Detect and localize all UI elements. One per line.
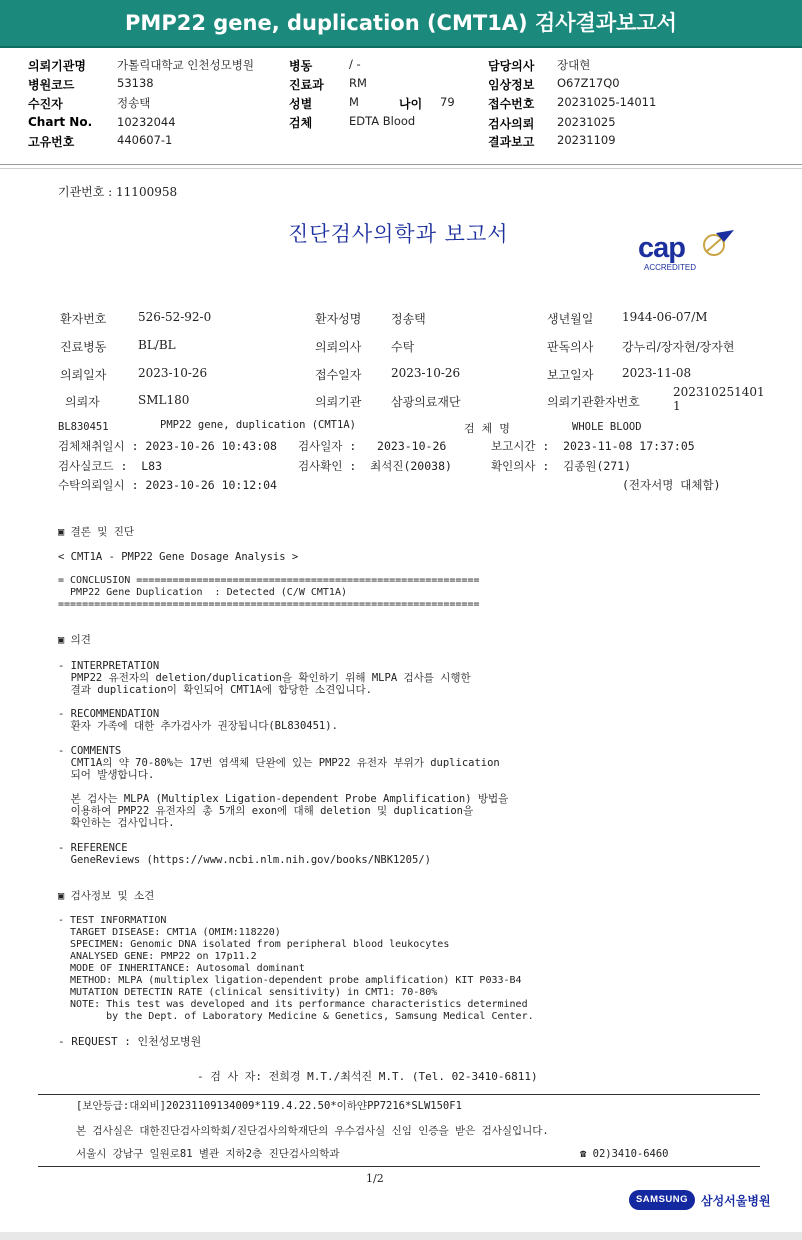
- meta-report-time: 보고시간 : 2023-11-08 17:37:05: [491, 439, 695, 453]
- test-code: BL830451: [58, 421, 109, 433]
- header-value-department: RM: [349, 76, 367, 90]
- header-label-receipt-no: 접수번호: [488, 97, 535, 111]
- header-value-ward: / -: [349, 57, 361, 71]
- interpretation-block: [58, 660, 471, 696]
- comments-block: [58, 745, 500, 781]
- grid-label-patient-name: 환자성명: [315, 312, 362, 326]
- specimen-value: WHOLE BLOOD: [572, 421, 642, 433]
- header-label-patient: 수진자: [28, 97, 63, 111]
- meta-confirming-doctor: 확인의사 : 김종원(271): [491, 459, 632, 473]
- institution-number: 기관번호 : 11100958: [58, 185, 178, 199]
- comments-line: 되어 발생합니다.: [58, 769, 155, 781]
- comments-line: CMT1A의 약 70-80%는 17번 염색체 단완에 있는 PMP22 유전자 부위가 duplication: [58, 757, 500, 769]
- test-info-line: by the Dept. of Laboratory Medicine & Genetics, Samsung Medical Center.: [58, 1011, 534, 1022]
- meta-lab-code: 검사실코드 : L83: [58, 459, 163, 473]
- header-label-department: 진료과: [289, 78, 324, 92]
- comments-line: - COMMENTS: [58, 745, 122, 757]
- reference-line: GeneReviews (https://www.ncbi.nlm.nih.gov/books/NBK1205/): [58, 854, 431, 866]
- test-info-line: METHOD: MLPA (multiplex ligation-dependent probe amplification) KIT P033-B4: [58, 975, 522, 986]
- header-divider-2: [0, 168, 802, 169]
- header-label-doctor: 담당의사: [488, 59, 535, 73]
- method-block: [58, 793, 508, 829]
- grid-label-receipt-date: 접수일자: [315, 368, 362, 382]
- interpretation-line: PMP22 유전자의 deletion/duplication을 확인하기 위해 MLPA 검사를 시행한: [58, 672, 471, 684]
- grid-label-report-date: 보고일자: [547, 368, 594, 382]
- recommendation-block: [58, 708, 338, 732]
- test-info-line: TARGET DISEASE: CMT1A (OMIM:118220): [58, 927, 281, 938]
- grid-value-request-date: 2023-10-26: [138, 366, 208, 380]
- recommendation-line: 환자 가족에 대한 추가검사가 권장됩니다(BL830451).: [58, 720, 338, 732]
- header-label-sex: 성별: [289, 97, 313, 111]
- header-value-age: 79: [440, 95, 455, 109]
- header-label-institution: 의뢰기관명: [28, 59, 86, 73]
- grid-label-requesting-doctor: 의뢰의사: [315, 340, 362, 354]
- cap-accredited-logo: [636, 228, 736, 276]
- grid-label-reading-doctor: 판독의사: [547, 340, 594, 354]
- header-value-unique-no: 440607-1: [117, 133, 173, 147]
- security-line: [보안등급:대외비]20231109134009*119.4.22.50*이하얀PP7216*SLW150F1: [76, 1100, 462, 1112]
- header-value-sex: M: [349, 95, 359, 109]
- footer-divider: [38, 1094, 760, 1095]
- header-value-chart-no: 10232044: [117, 115, 176, 129]
- grid-label-requester: 의뢰자: [65, 395, 100, 409]
- header-value-institution: 가톨릭대학교 인천성모병원: [117, 58, 254, 72]
- method-line: 확인하는 검사입니다.: [58, 817, 175, 829]
- grid-label-patient-no: 환자번호: [60, 312, 107, 326]
- test-info-line: NOTE: This test was developed and its performance characteristics determined: [58, 999, 528, 1010]
- request-line: - REQUEST : 인천성모병원: [58, 1035, 202, 1048]
- page-number: 1/2: [366, 1172, 384, 1185]
- test-info-line: MUTATION DETECTIN RATE (clinical sensitivity) in CMT1: 70-80%: [58, 987, 438, 998]
- method-line: 본 검사는 MLPA (Multiplex Ligation-dependent Probe Amplification) 방법을: [58, 793, 509, 805]
- grid-value-birth: 1944-06-07/M: [622, 310, 708, 324]
- header-label-clinical-info: 임상정보: [488, 78, 535, 92]
- conclusion-line: ======================================================================: [58, 599, 480, 610]
- meta-e-signature: (전자서명 대체함): [622, 478, 721, 492]
- hospital-name: 삼성서울병원: [701, 1194, 771, 1208]
- header-value-clinical-info: O67Z17Q0: [557, 76, 620, 90]
- header-label-ward: 병동: [289, 59, 313, 73]
- header-divider: [0, 164, 802, 165]
- recommendation-line: - RECOMMENDATION: [58, 708, 160, 720]
- cap-logo-main: cap: [638, 232, 685, 264]
- grid-value-reading-doctor: 강누리/장자현/장자현: [622, 340, 735, 354]
- reference-line: - REFERENCE: [58, 842, 128, 854]
- grid-value-report-date: 2023-11-08: [622, 366, 692, 380]
- test-info-line: SPECIMEN: Genomic DNA isolated from peripheral blood leukocytes: [58, 939, 450, 950]
- header-label-report-date: 결과보고: [488, 135, 535, 149]
- header-label-unique-no: 고유번호: [28, 135, 75, 149]
- meta-test-date: 검사일자 : 2023-10-26: [298, 439, 447, 453]
- report-banner-title: PMP22 gene, duplication (CMT1A) 검사결과보고서: [125, 11, 677, 35]
- header-value-doctor: 장대현: [557, 58, 591, 72]
- conclusion-line: PMP22 Gene Duplication : Detected (C/W CMT1A): [58, 587, 347, 598]
- samsung-logo-text: SAMSUNG: [635, 1194, 689, 1205]
- header-value-patient: 정송택: [117, 96, 151, 110]
- meta-collected: 검체채취일시 : 2023-10-26 10:43:08: [58, 439, 277, 453]
- header-label-specimen: 검체: [289, 116, 313, 130]
- grid-value-requesting-doctor: 수탁: [391, 340, 415, 354]
- grid-value-ward: BL/BL: [138, 338, 176, 352]
- header-value-request-date: 20231025: [557, 115, 616, 129]
- test-info-line: MODE OF INHERITANCE: Autosomal dominant: [58, 963, 305, 974]
- grid-value-patient-name: 정송택: [391, 312, 426, 326]
- bottom-bar: [0, 1232, 802, 1240]
- analysis-title: < CMT1A - PMP22 Gene Dosage Analysis >: [58, 551, 299, 563]
- tester-line: - 검 사 자: 전희경 M.T./최석진 M.T. (Tel. 02-3410-6811): [197, 1070, 538, 1083]
- reference-block: [58, 842, 431, 866]
- certification-line: 본 검사실은 대한진단검사의학회/진단검사의학재단의 우수검사실 신임 인증을 받은 검사실입니다.: [76, 1125, 549, 1137]
- grid-label-request-date: 의뢰일자: [60, 368, 107, 382]
- section-conclusion-title: ▣ 결론 및 진단: [58, 526, 135, 538]
- test-info-line: ANALYSED GENE: PMP22 on 17p11.2: [58, 951, 257, 962]
- footer-divider-2: [38, 1166, 760, 1167]
- meta-verified-by: 검사확인 : 최석진(20038): [298, 459, 452, 473]
- samsung-logo: [629, 1190, 695, 1210]
- grid-value-requesting-org: 삼광의료재단: [391, 395, 461, 409]
- cap-logo-sub: ACCREDITED: [644, 263, 697, 272]
- lab-address: 서울시 강남구 일원로81 별관 지하2층 진단검사의학과: [76, 1148, 340, 1160]
- header-label-request-date: 검사의뢰: [488, 117, 535, 131]
- interpretation-line: - INTERPRETATION: [58, 660, 160, 672]
- lab-phone: ☎ 02)3410-6460: [580, 1148, 669, 1160]
- method-line: 이용하여 PMP22 유전자의 총 5개의 exon에 대해 deletion 및 duplication을: [58, 805, 474, 817]
- grid-value-receipt-date: 2023-10-26: [391, 366, 461, 380]
- conclusion-line: = CONCLUSION =========================================================: [58, 575, 480, 586]
- meta-contract-request: 수탁의뢰일시 : 2023-10-26 10:12:04: [58, 478, 277, 492]
- report-title: 진단검사의학과 보고서: [288, 222, 509, 246]
- header-value-hospital-code: 53138: [117, 76, 154, 90]
- header-label-chart-no: Chart No.: [28, 115, 93, 129]
- test-info-line: - TEST INFORMATION: [58, 915, 167, 926]
- header-value-report-date: 20231109: [557, 133, 616, 147]
- grid-label-requesting-org: 의뢰기관: [315, 395, 362, 409]
- section-opinion-title: ▣ 의견: [58, 634, 91, 646]
- test-info-block: [58, 915, 534, 1023]
- conclusion-block: [58, 575, 479, 611]
- section-test-info-title: ▣ 검사정보 및 소견: [58, 890, 155, 902]
- grid-value-org-patient-no: 202310251401 1: [673, 385, 765, 413]
- header-label-hospital-code: 병원코드: [28, 78, 75, 92]
- header-value-specimen: EDTA Blood: [349, 114, 416, 128]
- header-label-age: 나이: [399, 97, 423, 111]
- grid-value-patient-no: 526-52-92-0: [138, 310, 212, 324]
- grid-label-ward: 진료병동: [60, 340, 107, 354]
- test-name: PMP22 gene, duplication (CMT1A): [160, 419, 356, 431]
- specimen-label: 검 체 명: [464, 422, 510, 435]
- grid-value-requester: SML180: [138, 393, 190, 407]
- interpretation-line: 결과 duplication이 확인되어 CMT1A에 합당한 소견입니다.: [58, 684, 373, 696]
- grid-label-birth: 생년월일: [547, 312, 594, 326]
- header-value-receipt-no: 20231025-14011: [557, 95, 657, 109]
- grid-label-org-patient-no: 의뢰기관환자번호: [547, 395, 640, 409]
